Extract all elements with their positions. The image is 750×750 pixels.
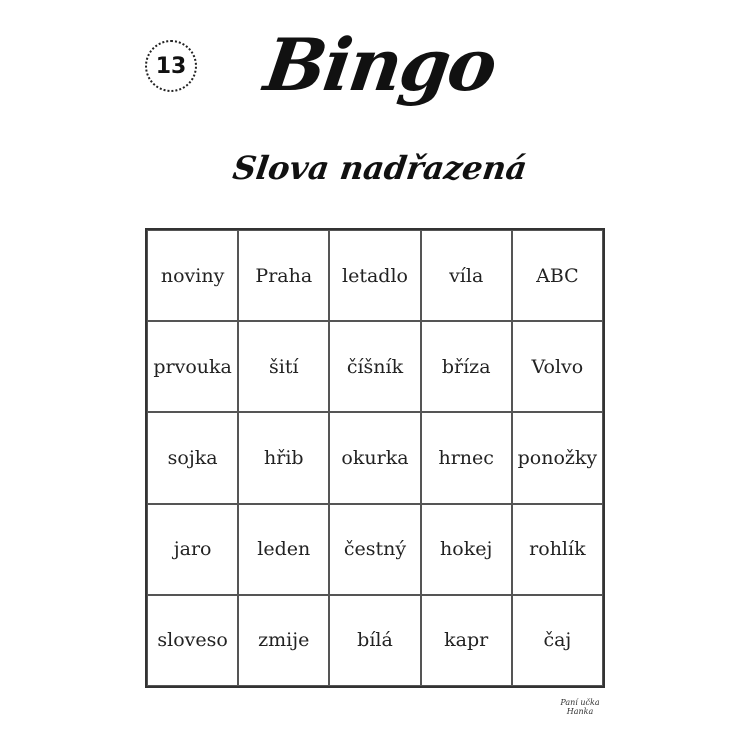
- bingo-cell: okurka: [329, 412, 420, 503]
- bingo-cell: šití: [238, 321, 329, 412]
- bingo-cell: bříza: [421, 321, 512, 412]
- bingo-cell: noviny: [147, 230, 238, 321]
- bingo-cell: ABC: [512, 230, 603, 321]
- brand-line-2: Hanka: [566, 707, 594, 716]
- card-number-badge: [145, 40, 197, 92]
- bingo-grid: [145, 228, 605, 688]
- bingo-cell: letadlo: [329, 230, 420, 321]
- bingo-cell: ponožky: [512, 412, 603, 503]
- bingo-cell: jaro: [147, 504, 238, 595]
- bingo-cell: víla: [421, 230, 512, 321]
- bingo-cell: Volvo: [512, 321, 603, 412]
- bingo-cell: čestný: [329, 504, 420, 595]
- brand-line-1: Paní učka: [560, 698, 600, 707]
- bingo-cell: hokej: [421, 504, 512, 595]
- page-subtitle: Slova nadřazená: [230, 149, 530, 187]
- bingo-cell: bílá: [329, 595, 420, 686]
- bingo-cell: Praha: [238, 230, 329, 321]
- brand-logo: [555, 698, 605, 716]
- bingo-cell: leden: [238, 504, 329, 595]
- bingo-cell: zmije: [238, 595, 329, 686]
- bingo-cell: čaj: [512, 595, 603, 686]
- bingo-cell: kapr: [421, 595, 512, 686]
- bingo-cell: sojka: [147, 412, 238, 503]
- bingo-cell: hřib: [238, 412, 329, 503]
- bingo-cell: prvouka: [147, 321, 238, 412]
- bingo-cell: hrnec: [421, 412, 512, 503]
- bingo-cell: rohlík: [512, 504, 603, 595]
- card-number: 13: [155, 53, 187, 79]
- page-title: Bingo: [259, 22, 501, 107]
- bingo-cell: číšník: [329, 321, 420, 412]
- bingo-cell: sloveso: [147, 595, 238, 686]
